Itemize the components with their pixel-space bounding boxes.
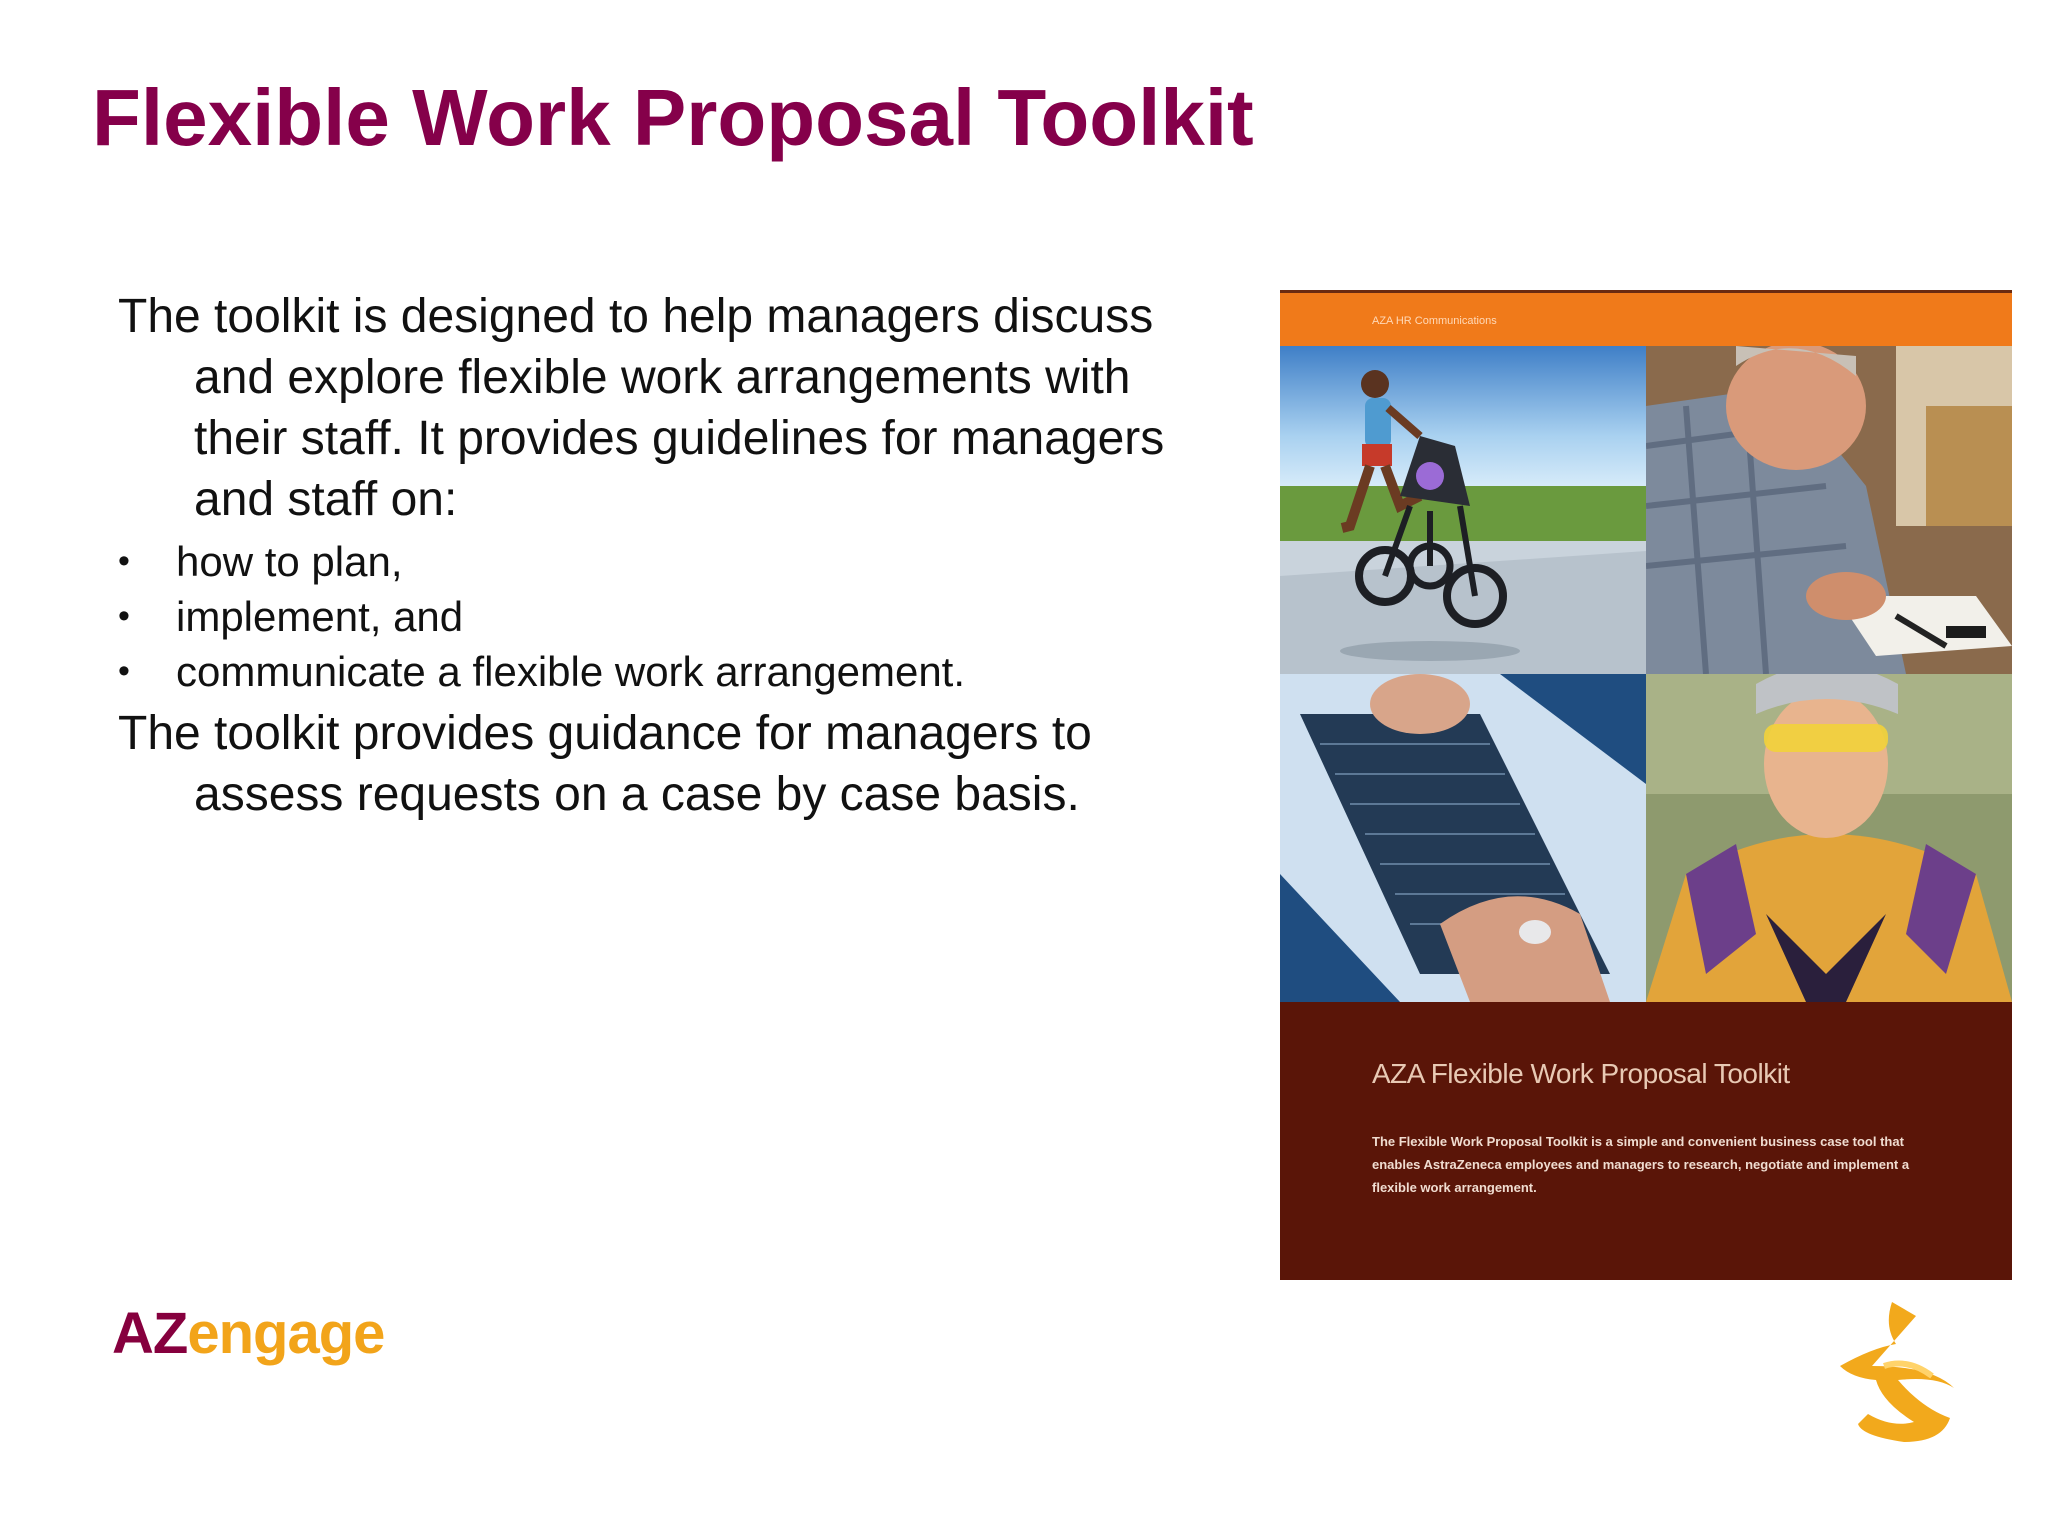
intro-paragraph: The toolkit is designed to help managers discuss and explore flexible work arrangements with their staff. It provides guidelines for managers and staff on: bbox=[118, 290, 1165, 526]
cover-header-bar bbox=[1280, 290, 2012, 349]
logo-az-text: AZ bbox=[112, 1301, 188, 1366]
bullet-text: communicate a flexible work arrangement. bbox=[176, 648, 966, 695]
astrazeneca-symbol-icon bbox=[1832, 1296, 1964, 1448]
bullet-list bbox=[118, 534, 1228, 699]
cover-title: AZA Flexible Work Proposal Toolkit bbox=[1372, 1058, 1790, 1089]
toolkit-cover-image bbox=[1280, 290, 2012, 1280]
cyclist-photo bbox=[1646, 674, 2012, 1002]
closing-paragraph: The toolkit provides guidance for managers to assess requests on a case by case basis. bbox=[118, 707, 1092, 821]
bullet-item bbox=[118, 534, 1228, 589]
slide-title: Flexible Work Proposal Toolkit bbox=[92, 73, 1254, 162]
cover-description: The Flexible Work Proposal Toolkit is a simple and convenient business case tool that enables AstraZeneca employees and managers to research, negotiate and implement a flexible work arrangement. bbox=[1372, 1134, 1910, 1195]
man-writing-photo bbox=[1646, 346, 2012, 674]
cover-header-text: AZA HR Communications bbox=[1372, 315, 1497, 327]
bullet-item bbox=[118, 644, 1228, 699]
laptop-typing-photo bbox=[1280, 674, 1646, 1002]
bullet-icon: • bbox=[118, 652, 130, 690]
bullet-text: implement, and bbox=[176, 593, 464, 640]
logo-engage-text: engage bbox=[187, 1301, 385, 1366]
azengage-logo bbox=[112, 1300, 384, 1367]
bullet-icon: • bbox=[118, 542, 130, 580]
bullet-icon: • bbox=[118, 597, 130, 635]
bullet-item bbox=[118, 589, 1228, 644]
runner-stroller-photo bbox=[1280, 346, 1646, 674]
body-text bbox=[118, 286, 1228, 825]
bullet-text: how to plan, bbox=[176, 538, 403, 585]
